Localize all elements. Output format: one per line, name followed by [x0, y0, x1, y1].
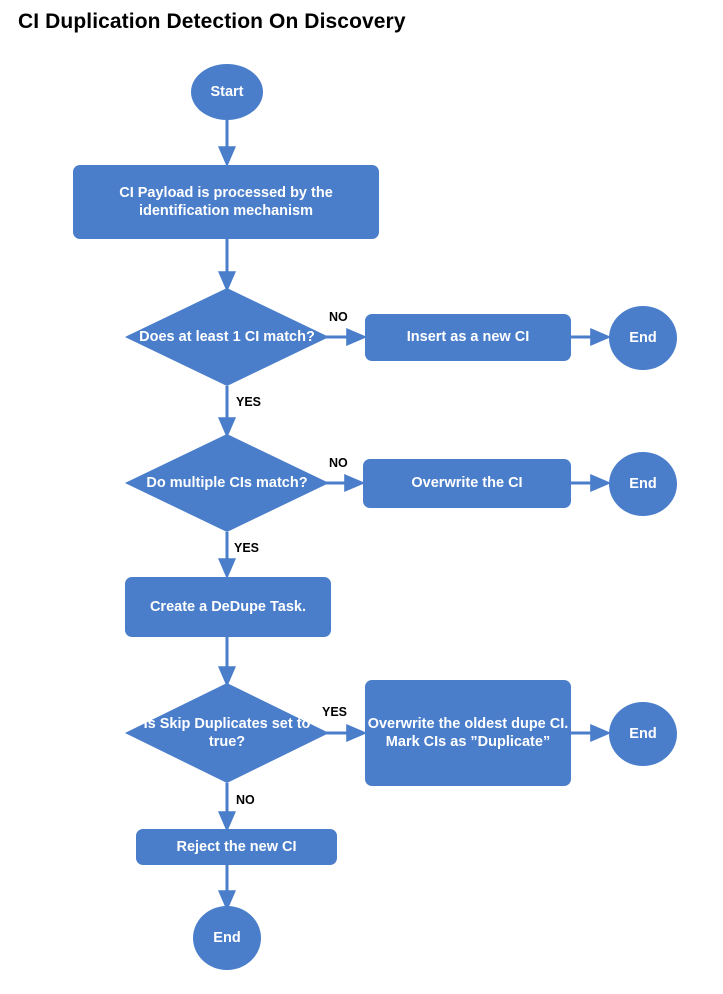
node-overwrite-oldest-dupe-label: Overwrite the oldest dupe CI. Mark CIs as ”Duplicate” — [367, 715, 569, 750]
node-ci-payload-processed-label: CI Payload is processed by the identification mechanism — [119, 184, 333, 219]
node-decision-at-least-one-match[interactable] — [125, 288, 329, 386]
node-decision-multiple-cis-match-label: Do multiple CIs match? — [146, 474, 308, 491]
edge-label-no-1: NO — [329, 310, 348, 324]
node-end-2-label: End — [629, 475, 657, 492]
node-overwrite-ci-label: Overwrite the CI — [411, 475, 523, 492]
node-decision-skip-duplicates[interactable] — [125, 683, 329, 783]
node-end-4[interactable] — [193, 906, 261, 970]
node-reject-new-ci[interactable] — [136, 829, 337, 865]
node-ci-payload-processed[interactable] — [73, 165, 379, 239]
page-title: CI Duplication Detection On Discovery — [18, 10, 406, 33]
node-overwrite-ci[interactable] — [363, 459, 571, 508]
edge-label-yes-1: YES — [236, 395, 262, 409]
edge-label-no-2: NO — [329, 456, 348, 470]
node-end-1[interactable] — [609, 306, 677, 370]
edge-label-yes-3: YES — [322, 705, 348, 719]
node-end-2[interactable] — [609, 452, 677, 516]
node-start[interactable] — [191, 64, 263, 120]
node-decision-multiple-cis-match[interactable] — [125, 434, 329, 532]
edge-label-no-3: NO — [236, 793, 255, 807]
node-end-1-label: End — [629, 329, 657, 346]
node-decision-at-least-one-match-label: Does at least 1 CI match? — [139, 328, 315, 345]
node-end-3-label: End — [629, 725, 657, 742]
node-overwrite-oldest-dupe[interactable] — [365, 680, 571, 786]
node-insert-new-ci-label: Insert as a new CI — [406, 329, 530, 346]
node-end-3[interactable] — [609, 702, 677, 766]
node-start-label: Start — [210, 83, 244, 100]
node-insert-new-ci[interactable] — [365, 314, 571, 361]
node-create-dedupe-task-label: Create a DeDupe Task. — [149, 598, 307, 615]
edge-label-yes-2: YES — [234, 541, 260, 555]
node-reject-new-ci-label: Reject the new CI — [176, 838, 297, 855]
node-create-dedupe-task[interactable] — [125, 577, 331, 637]
node-end-4-label: End — [213, 929, 241, 946]
node-decision-skip-duplicates-label: Is Skip Duplicates set to true? — [143, 715, 311, 750]
